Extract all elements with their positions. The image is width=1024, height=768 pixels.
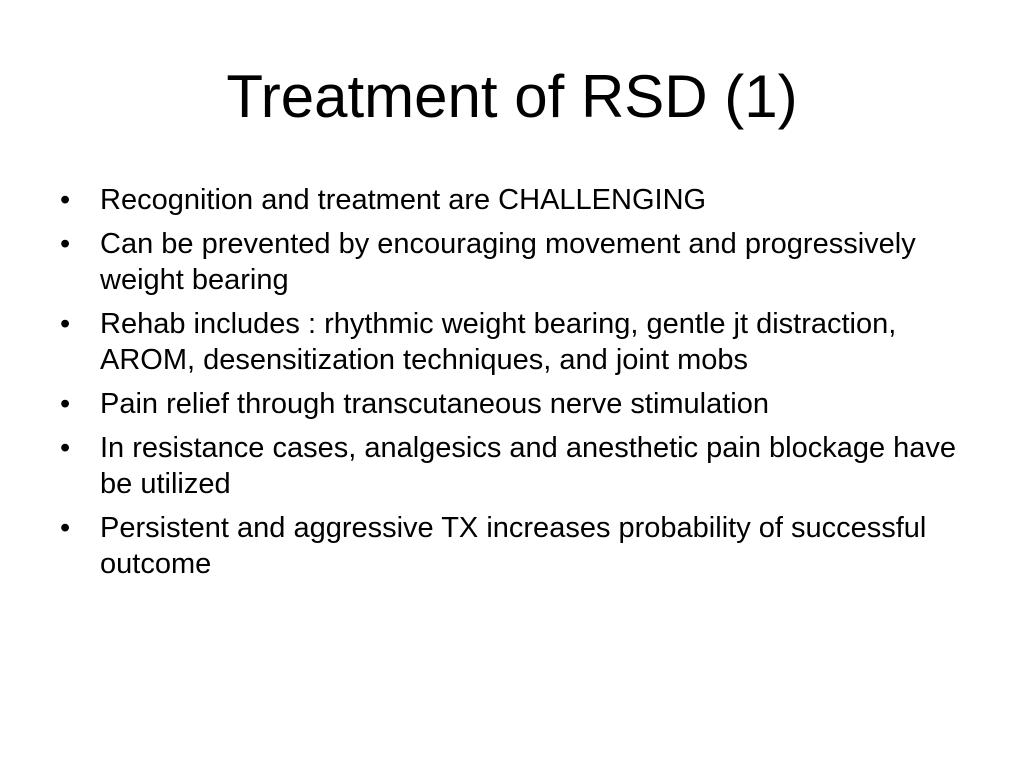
bullet-item — [60, 226, 960, 298]
bullet-dot-icon: • — [60, 228, 71, 260]
slide-title: Treatment of RSD (1) — [226, 63, 798, 130]
bullet-dot-icon: • — [60, 512, 71, 544]
bullet-text: Recognition and treatment are CHALLENGING — [100, 184, 707, 216]
bullet-text: In resistance cases, analgesics and anesthetic pain blockage have be utilized — [100, 432, 957, 500]
bullet-item — [60, 182, 960, 218]
bullet-text: Rehab includes : rhythmic weight bearing, gentle jt distraction, AROM, desensitization techniques, and joint mobs — [100, 308, 897, 376]
bullet-text: Can be prevented by encouraging movement and progressively weight bearing — [100, 228, 916, 296]
bullet-list — [60, 182, 960, 590]
bullet-item — [60, 430, 960, 502]
bullet-dot-icon: • — [60, 432, 71, 464]
bullet-item — [60, 386, 960, 422]
bullet-item — [60, 306, 960, 378]
bullet-dot-icon: • — [60, 308, 71, 340]
bullet-text: Persistent and aggressive TX increases probability of successful outcome — [100, 512, 927, 580]
bullet-item — [60, 510, 960, 582]
bullet-dot-icon: • — [60, 184, 71, 216]
bullet-dot-icon: • — [60, 388, 71, 420]
bullet-text: Pain relief through transcutaneous nerve stimulation — [100, 388, 769, 420]
